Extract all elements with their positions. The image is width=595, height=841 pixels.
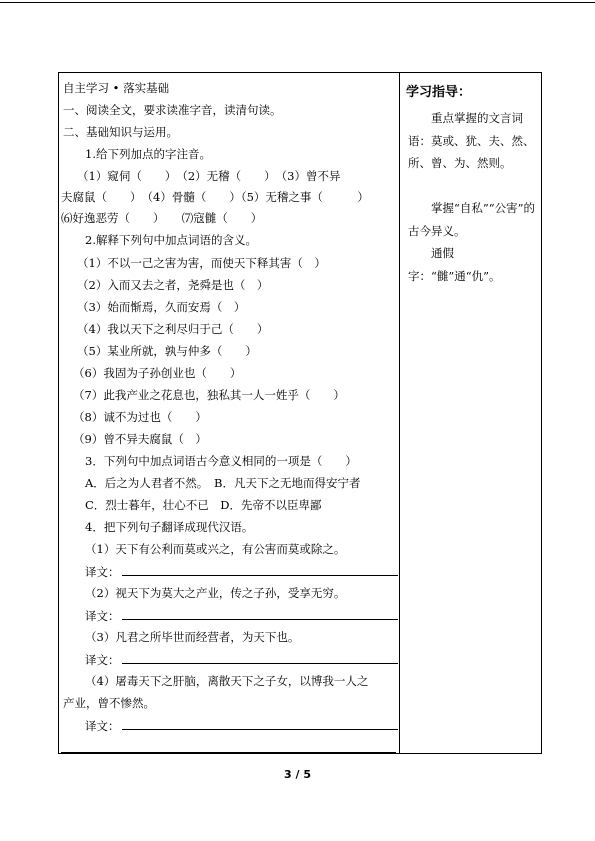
q3-options-ab: A．后之为人君者不然。 B．凡天下之无地而得安宁者: [85, 476, 361, 490]
q2-item: （1）不以一己之害为害，而使天下释其害（ ）: [77, 256, 326, 270]
q1-line: ⑹好逸恶劳（ ） ⑺寇雠（ ）: [61, 211, 263, 225]
q3-title: 3．下列句中加点词语古今意义相同的一项是（ ）: [85, 454, 357, 468]
translation-label: 译文：: [85, 719, 120, 733]
q3-options-cd: C．烈士暮年，壮心不已 D．先帝不以臣卑鄙: [85, 498, 322, 512]
q4-sentence: （1）天下有公利而莫或兴之，有公害而莫或除之。: [85, 542, 346, 556]
translation-answer-line[interactable]: [122, 718, 398, 730]
q4-sentence: （2）视天下为莫大之产业，传之子孙，受享无穷。: [85, 586, 346, 600]
guide-key-words: 重点掌握的文言词语：莫或、犹、夫、然、所、曾、为、然则。: [408, 111, 535, 170]
q1-line: （1）窥伺（ ） （2）无稽（ ） （3）曾不异: [77, 169, 341, 183]
q4-sentence: （3）凡君之所毕世而经营者，为天下也。: [85, 630, 300, 644]
q2-item: （4）我以天下之利尽归于己（ ）: [77, 322, 269, 336]
q2-item: （8）诚不为过也（ ）: [73, 410, 207, 424]
guide-meaning: 掌握“自私”“公害”的古今异义。: [408, 201, 536, 238]
q4-title: 4．把下列句子翻译成现代汉语。: [85, 520, 254, 534]
q4-sentence: （4）屠毒天下之肝脑，离散天下之子女，以博我一人之: [85, 674, 369, 688]
q2-item: （2）入而又去之者，尧舜是也（ ）: [77, 278, 269, 292]
translation-answer-line[interactable]: [122, 564, 398, 576]
translation-label: 译文：: [85, 565, 120, 579]
q2-item: （7）此我产业之花息也，独私其一人一姓乎（ ）: [73, 388, 345, 402]
q4-sentence-cont: 产业，曾不惨然。: [63, 696, 155, 710]
translation-label: 译文：: [85, 653, 120, 667]
guide-loan-character: 通假字：“雠”通“仇”。: [408, 246, 501, 283]
q2-item: （3）始而惭焉，久而安焉（ ）: [77, 300, 246, 314]
translation-answer-line[interactable]: [122, 608, 398, 620]
part-two-heading: 二、基础知识与运用。: [63, 125, 178, 139]
q2-item: （9）曾不异夫腐鼠（ ）: [73, 432, 207, 446]
translation-answer-line[interactable]: [122, 652, 398, 664]
translation-row: [85, 652, 398, 667]
q1-line: 夫腐鼠（ ） （4）骨髓（ ）（5）无稽之事（ ）: [61, 190, 369, 204]
guide-title: 学习指导：: [406, 85, 472, 100]
study-guide-column: [400, 73, 541, 753]
part-one-heading: 一、阅读全文，要求读准字音，读清句读。: [63, 103, 282, 117]
translation-row: [85, 608, 398, 623]
q2-item: （5）某业所就，孰与仲多（ ）: [77, 344, 257, 358]
section-header: 自主学习 • 落实基础: [63, 81, 170, 95]
q2-title: 2.解释下列句中加点词语的含义。: [85, 233, 257, 247]
q1-title: 1.给下列加点的字注音。: [85, 147, 211, 161]
worksheet-table: [58, 72, 542, 754]
translation-label: 译文：: [85, 609, 120, 623]
translation-row: [85, 718, 398, 733]
bottom-answer-line: [61, 752, 396, 753]
top-rule: [0, 2, 595, 3]
page-number: 3 / 5: [284, 768, 311, 781]
q2-item: （6）我固为子孙创业也（ ）: [73, 366, 242, 380]
translation-row: [85, 564, 398, 579]
self-study-column: [59, 73, 400, 753]
